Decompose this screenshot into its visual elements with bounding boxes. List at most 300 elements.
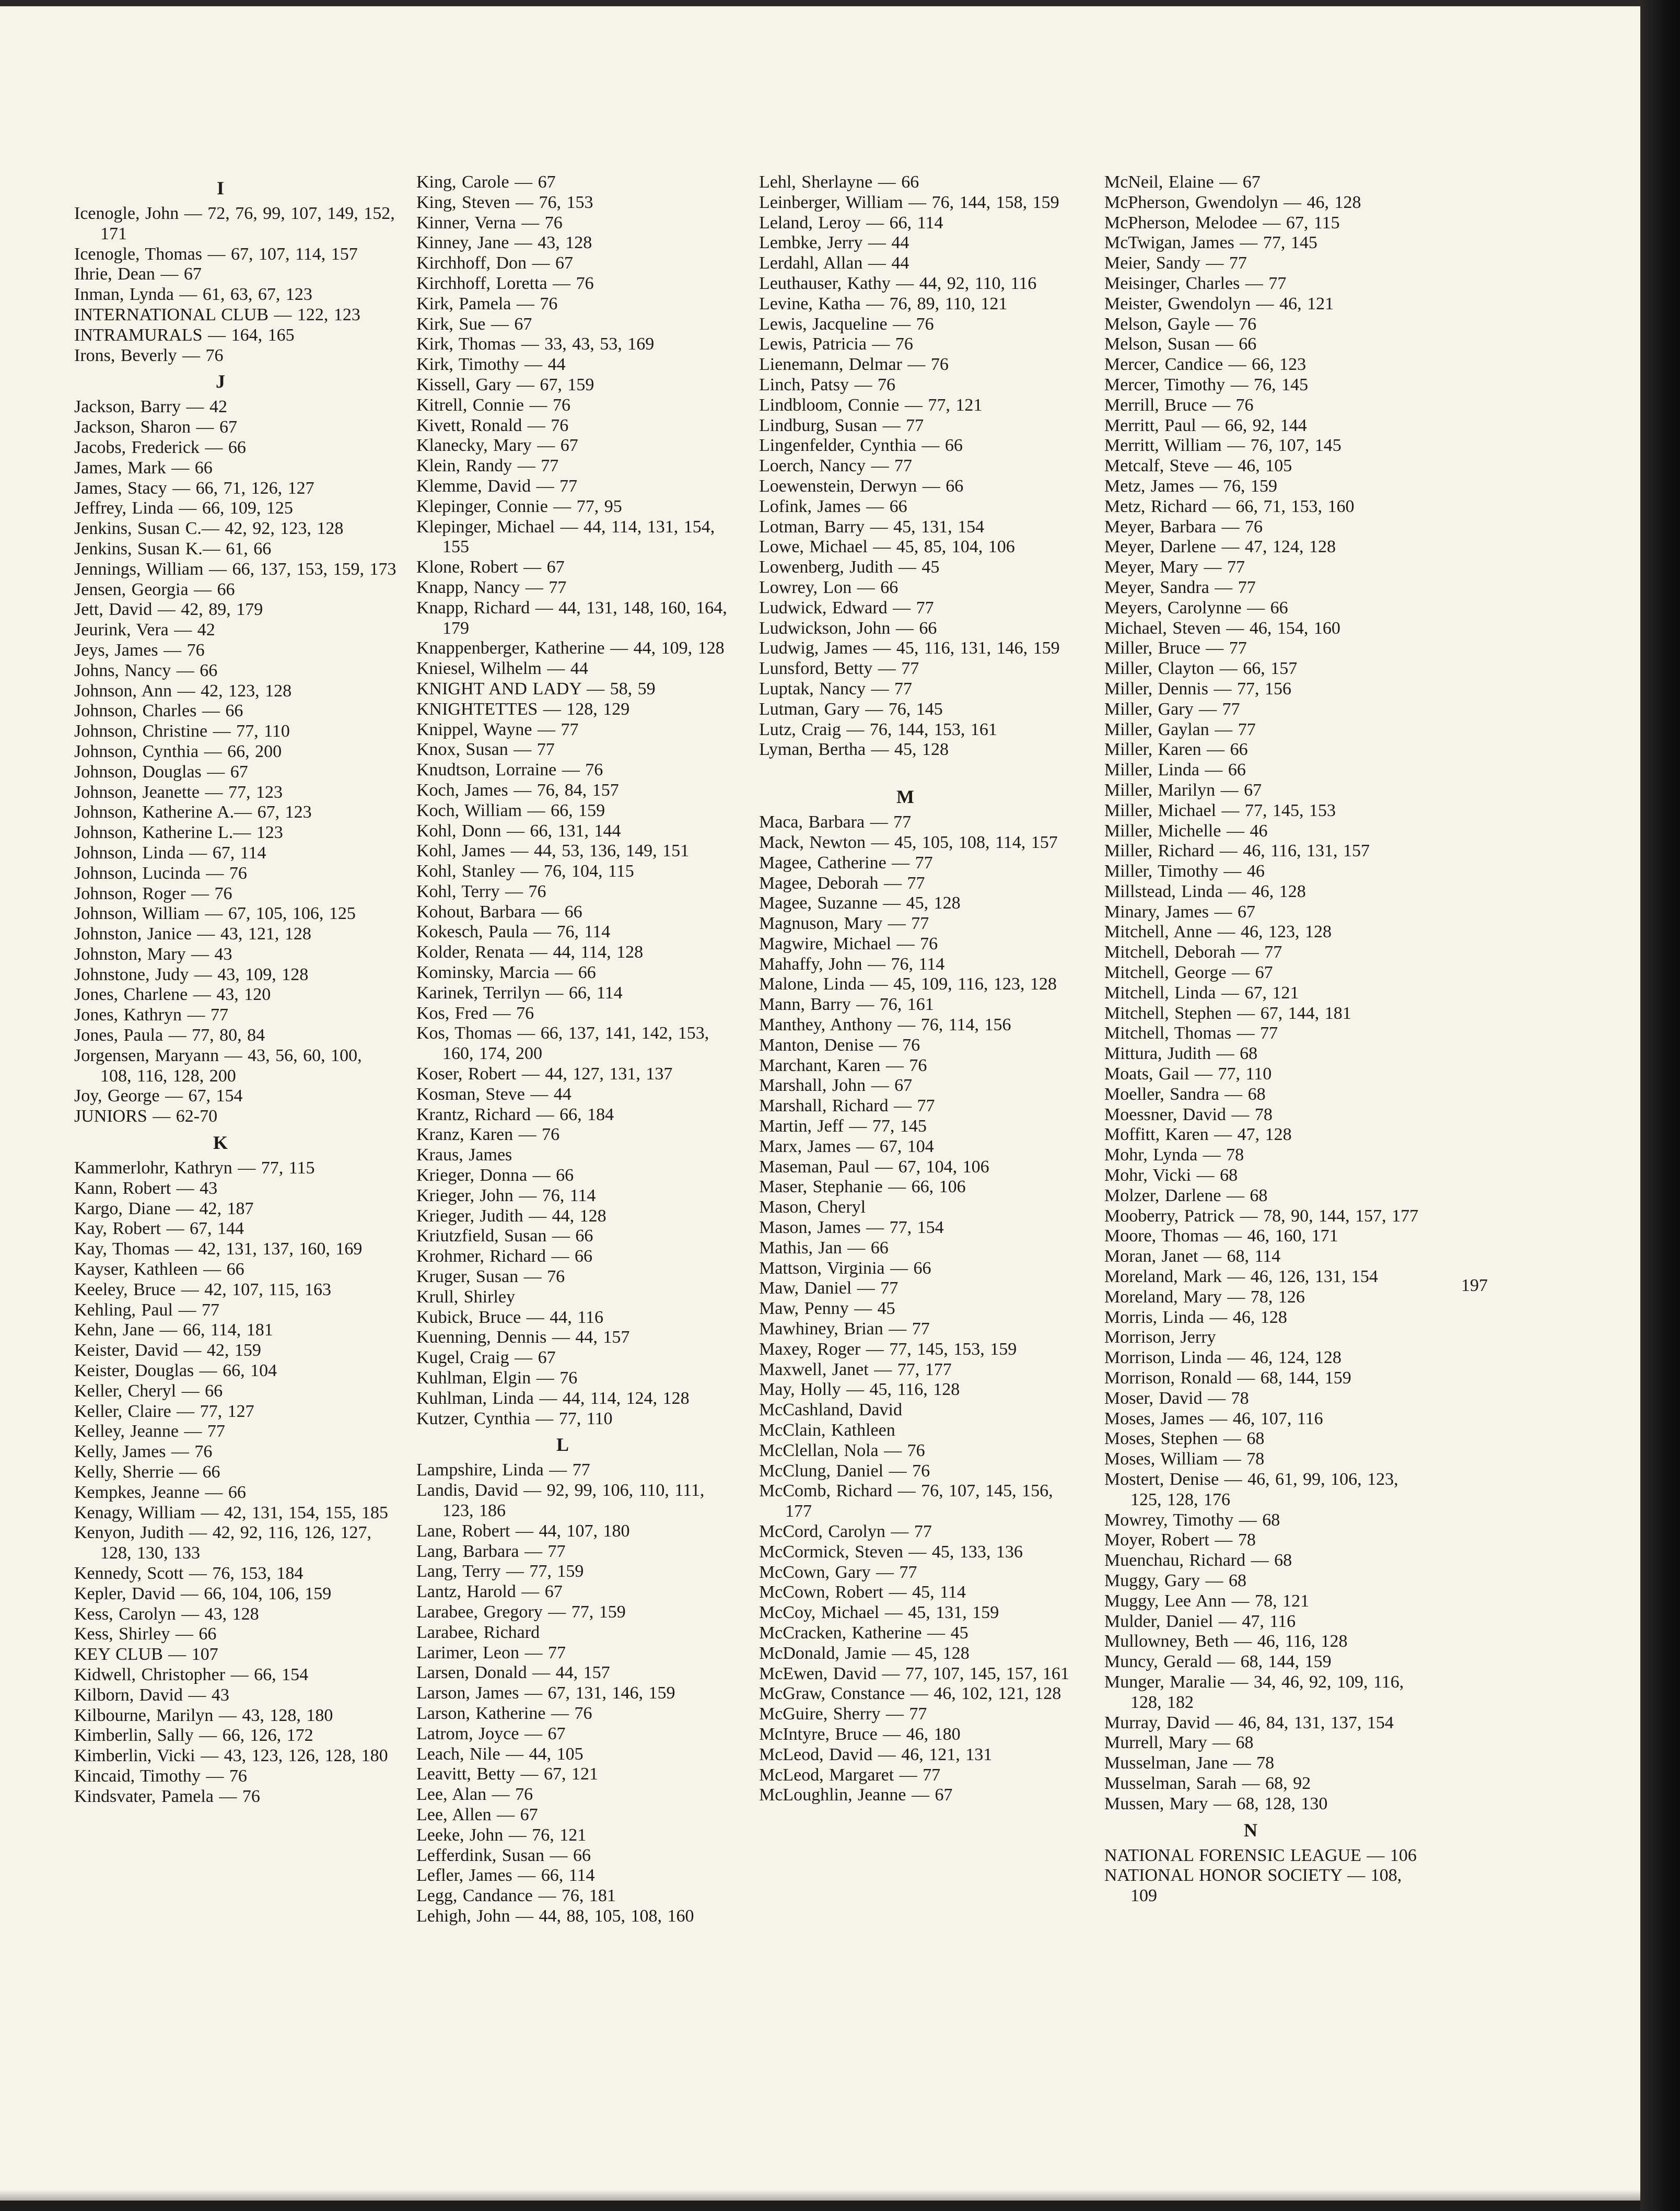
index-entry: Miller, Michael — 77, 145, 153: [1104, 800, 1336, 820]
index-entry: Klanecky, Mary — 67: [416, 436, 578, 456]
index-entry: Lembke, Jerry — 44: [759, 233, 909, 253]
index-entry: KNIGHTETTES — 128, 129: [416, 699, 630, 719]
index-entry: Leinberger, William — 76, 144, 158, 159: [759, 192, 1059, 212]
index-entry: Larsen, Donald — 44, 157: [416, 1663, 610, 1683]
index-entry: Meisinger, Charles — 77: [1104, 273, 1287, 293]
index-entry: Lewis, Patricia — 76: [759, 334, 913, 354]
index-entry: Mohr, Vicki — 68: [1104, 1166, 1238, 1185]
index-entry: Mitchell, Thomas — 77: [1104, 1023, 1278, 1043]
index-entry: Kubick, Bruce — 44, 116: [416, 1307, 604, 1327]
index-entry: Kinney, Jane — 43, 128: [416, 233, 592, 253]
index-entry: Larabee, Gregory — 77, 159: [416, 1602, 626, 1622]
index-entry: Marchant, Karen — 76: [759, 1055, 927, 1075]
index-entry: Johnson, Douglas — 67: [74, 762, 248, 782]
index-entry: Melson, Gayle — 76: [1104, 314, 1257, 334]
index-entry: Meyer, Barbara — 76: [1104, 517, 1263, 537]
index-entry: Mittura, Judith — 68: [1104, 1044, 1258, 1064]
index-entry: Miller, Dennis — 77, 156: [1104, 679, 1291, 699]
index-entry: Jeffrey, Linda — 66, 109, 125: [74, 498, 293, 518]
index-entry: Jennings, William — 66, 137, 153, 159, 173: [74, 559, 396, 579]
index-entry: Jackson, Sharon — 67: [74, 417, 237, 437]
index-entry: Moses, James — 46, 107, 116: [1104, 1409, 1323, 1428]
index-entry: Johnson, William — 67, 105, 106, 125: [74, 904, 356, 924]
index-entry: Miller, Gaylan — 77: [1104, 719, 1256, 739]
index-entry: Muenchau, Richard — 68: [1104, 1551, 1292, 1570]
index-entry: Kirk, Pamela — 76: [416, 294, 558, 313]
index-entry: Lindburg, Susan — 77: [759, 415, 924, 435]
index-entry: Mawhiney, Brian — 77: [759, 1319, 930, 1339]
index-entry: Moore, Thomas — 46, 160, 171: [1104, 1226, 1338, 1246]
index-entry: Kepler, David — 66, 104, 106, 159: [74, 1584, 332, 1603]
index-entry: Jones, Kathryn — 77: [74, 1005, 228, 1025]
index-entry: Lefferdink, Susan — 66: [416, 1845, 591, 1865]
index-entry: Klein, Randy — 77: [416, 456, 559, 476]
index-entry: NATIONAL HONOR SOCIETY — 108, 109: [1104, 1866, 1402, 1906]
index-entry: McCashland, David: [759, 1400, 902, 1420]
index-entry: Johns, Nancy — 66: [74, 660, 218, 680]
index-entry: Moser, David — 78: [1104, 1388, 1249, 1408]
book-spine: [1640, 0, 1680, 2211]
index-entry: Leuthauser, Kathy — 44, 92, 110, 116: [759, 273, 1037, 293]
index-entry: Michael, Steven — 46, 154, 160: [1104, 618, 1340, 638]
index-entry: Kohl, James — 44, 53, 136, 149, 151: [416, 841, 690, 861]
index-entry: Kivett, Ronald — 76: [416, 415, 569, 435]
index-entry: Kempkes, Jeanne — 66: [74, 1482, 246, 1502]
index-entry: Lang, Barbara — 77: [416, 1541, 566, 1561]
index-entry: Muncy, Gerald — 68, 144, 159: [1104, 1652, 1332, 1672]
index-entry: Merritt, Paul — 66, 92, 144: [1104, 415, 1307, 435]
index-entry: Marshall, Richard — 77: [759, 1096, 935, 1116]
index-entry: Mason, Cheryl: [759, 1197, 866, 1217]
index-entry: Jones, Charlene — 43, 120: [74, 985, 271, 1005]
index-entry: King, Steven — 76, 153: [416, 192, 593, 212]
index-entry: Kissell, Gary — 67, 159: [416, 375, 594, 394]
index-entry: McTwigan, James — 77, 145: [1104, 233, 1317, 253]
page-bottom-shadow: [0, 2190, 1640, 2201]
index-entry: Magee, Deborah — 77: [759, 873, 925, 893]
index-entry: Magwire, Michael — 76: [759, 934, 938, 953]
index-entry: Mitchell, Linda — 67, 121: [1104, 983, 1299, 1003]
index-entry: Kammerlohr, Kathryn — 77, 115: [74, 1158, 315, 1178]
index-entry: KNIGHT AND LADY — 58, 59: [416, 679, 656, 699]
index-entry: Morrison, Jerry: [1104, 1328, 1216, 1347]
index-entry: Leavitt, Betty — 67, 121: [416, 1764, 598, 1784]
index-entry: Magee, Suzanne — 45, 128: [759, 893, 961, 913]
index-entry: Keller, Cheryl — 66: [74, 1381, 223, 1401]
index-entry: Lane, Robert — 44, 107, 180: [416, 1521, 630, 1541]
index-entry: KEY CLUB — 107: [74, 1645, 218, 1665]
index-entry: Kenyon, Judith — 42, 92, 116, 126, 127, 128, 130, 133: [74, 1523, 372, 1563]
index-entry: Klepinger, Connie — 77, 95: [416, 496, 622, 516]
index-entry: Kuhlman, Elgin — 76: [416, 1368, 578, 1388]
index-entry: Kidwell, Christopher — 66, 154: [74, 1665, 309, 1684]
index-entry: McCormick, Steven — 45, 133, 136: [759, 1542, 1023, 1562]
index-entry: Metz, Richard — 66, 71, 153, 160: [1104, 496, 1355, 516]
index-entry: Lantz, Harold — 67: [416, 1582, 563, 1602]
index-entry: INTRAMURALS — 164, 165: [74, 325, 295, 345]
index-entry: Muggy, Lee Ann — 78, 121: [1104, 1591, 1310, 1611]
index-entry: Kess, Shirley — 66: [74, 1624, 217, 1644]
index-entry: McCown, Gary — 77: [759, 1562, 917, 1582]
index-entry: Inman, Lynda — 61, 63, 67, 123: [74, 285, 312, 305]
index-entry: Krieger, Donna — 66: [416, 1166, 574, 1185]
index-entry: Lehigh, John — 44, 88, 105, 108, 160: [416, 1906, 694, 1926]
index-entry: Lowrey, Lon — 66: [759, 577, 899, 597]
index-entry: Landis, David — 92, 99, 106, 110, 111, 123, 186: [416, 1481, 705, 1520]
index-entry: Meyer, Sandra — 77: [1104, 577, 1256, 597]
index-entry: Krieger, Judith — 44, 128: [416, 1206, 606, 1226]
index-entry: McPherson, Gwendolyn — 46, 128: [1104, 192, 1361, 212]
index-entry: Kruger, Susan — 76: [416, 1267, 565, 1287]
index-entry: Lutz, Craig — 76, 144, 153, 161: [759, 719, 997, 739]
index-entry: Irons, Beverly — 76: [74, 345, 224, 365]
index-entry: Lefler, James — 66, 114: [416, 1866, 595, 1886]
index-entry: Kennedy, Scott — 76, 153, 184: [74, 1564, 304, 1583]
index-entry: Mostert, Denise — 46, 61, 99, 106, 123, 125, 128, 176: [1104, 1470, 1398, 1509]
section-letter-heading: M: [896, 786, 914, 808]
index-entry: INTERNATIONAL CLUB — 122, 123: [74, 305, 360, 324]
index-entry: Johnson, Linda — 67, 114: [74, 843, 266, 863]
index-entry: Larson, James — 67, 131, 146, 159: [416, 1683, 675, 1703]
index-entry: Mathis, Jan — 66: [759, 1238, 889, 1258]
index-entry: Mitchell, Deborah — 77: [1104, 942, 1282, 962]
index-entry: Kinner, Verna — 76: [416, 213, 563, 232]
index-entry: Loerch, Nancy — 77: [759, 456, 913, 476]
index-entry: Ihrie, Dean — 67: [74, 264, 202, 284]
index-entry: Magnuson, Mary — 77: [759, 914, 929, 934]
index-entry: Kilbourne, Marilyn — 43, 128, 180: [74, 1705, 333, 1725]
index-entry: Jenkins, Susan C.— 42, 92, 123, 128: [74, 519, 344, 539]
index-entry: Kelly, James — 76: [74, 1442, 213, 1462]
index-entry: Mahaffy, John — 76, 114: [759, 954, 945, 974]
index-entry: Maca, Barbara — 77: [759, 812, 912, 832]
index-entry: Jenkins, Susan K.— 61, 66: [74, 539, 272, 558]
index-entry: Kehling, Paul — 77: [74, 1300, 219, 1320]
index-entry: Lyman, Bertha — 45, 128: [759, 740, 949, 760]
index-entry: Johnson, Katherine A.— 67, 123: [74, 802, 312, 822]
index-entry: Koch, William — 66, 159: [416, 800, 605, 820]
index-entry: McIntyre, Bruce — 46, 180: [759, 1724, 961, 1744]
index-entry: McCoy, Michael — 45, 131, 159: [759, 1603, 999, 1623]
index-entry: McGuire, Sherry — 77: [759, 1704, 927, 1724]
index-entry: Minary, James — 67: [1104, 902, 1255, 922]
index-entry: Kirchhoff, Loretta — 76: [416, 273, 594, 293]
index-entry: Kos, Fred — 76: [416, 1003, 534, 1023]
index-entry: Jacobs, Frederick — 66: [74, 437, 246, 457]
index-entry: Kirk, Sue — 67: [416, 314, 532, 334]
index-entry: Jensen, Georgia — 66: [74, 579, 235, 599]
index-entry: Jorgensen, Maryann — 43, 56, 60, 100, 108, 116, 128, 200: [74, 1045, 362, 1086]
index-entry: Magee, Catherine — 77: [759, 853, 933, 872]
index-entry: Krieger, John — 76, 114: [416, 1185, 596, 1205]
index-entry: Krull, Shirley: [416, 1287, 515, 1307]
index-entry: Kehn, Jane — 66, 114, 181: [74, 1320, 273, 1340]
index-entry: Muggy, Gary — 68: [1104, 1570, 1246, 1590]
index-entry: Kenagy, William — 42, 131, 154, 155, 185: [74, 1503, 388, 1522]
index-entry: Kohl, Stanley — 76, 104, 115: [416, 862, 634, 881]
index-entry: Mack, Newton — 45, 105, 108, 114, 157: [759, 832, 1058, 852]
index-entry: Kranz, Karen — 76: [416, 1125, 560, 1145]
index-entry: Miller, Gary — 77: [1104, 699, 1240, 719]
index-entry: Klone, Robert — 67: [416, 557, 565, 577]
index-entry: Johnson, Roger — 76: [74, 883, 232, 903]
index-entry: Munger, Maralie — 34, 46, 92, 109, 116, 128, 182: [1104, 1672, 1404, 1712]
index-entry: Lee, Alan — 76: [416, 1785, 533, 1805]
index-entry: Keeley, Bruce — 42, 107, 115, 163: [74, 1279, 331, 1299]
index-entry: Moran, Janet — 68, 114: [1104, 1247, 1281, 1266]
index-entry: McEwen, David — 77, 107, 145, 157, 161: [759, 1663, 1069, 1683]
index-entry: Jett, David — 42, 89, 179: [74, 600, 263, 620]
index-entry: Lang, Terry — 77, 159: [416, 1562, 584, 1581]
index-entry: Melson, Susan — 66: [1104, 334, 1257, 354]
index-entry: Metz, James — 76, 159: [1104, 476, 1277, 496]
index-entry: May, Holly — 45, 116, 128: [759, 1380, 960, 1400]
index-entry: Merrill, Bruce — 76: [1104, 395, 1254, 415]
index-entry: Klepinger, Michael — 44, 114, 131, 154, 155: [416, 517, 715, 557]
index-entry: Kirk, Thomas — 33, 43, 53, 169: [416, 334, 655, 354]
index-entry: Larimer, Leon — 77: [416, 1643, 566, 1662]
index-entry: Johnson, Ann — 42, 123, 128: [74, 681, 292, 701]
index-entry: Kuhlman, Linda — 44, 114, 124, 128: [416, 1388, 690, 1408]
index-entry: Koser, Robert — 44, 127, 131, 137: [416, 1064, 673, 1084]
index-entry: Leeke, John — 76, 121: [416, 1825, 587, 1845]
index-entry: Knappenberger, Katherine — 44, 109, 128: [416, 638, 725, 658]
index-entry: Meister, Gwendolyn — 46, 121: [1104, 294, 1334, 313]
index-entry: Mullowney, Beth — 46, 116, 128: [1104, 1632, 1348, 1651]
index-entry: Kelley, Jeanne — 77: [74, 1422, 225, 1441]
index-entry: McComb, Richard — 76, 107, 145, 156, 177: [759, 1481, 1053, 1521]
index-entry: Loewenstein, Derwyn — 66: [759, 476, 964, 496]
index-entry: Kraus, James: [416, 1145, 512, 1165]
index-entry: Manthey, Anthony — 76, 114, 156: [759, 1015, 1011, 1035]
index-entry: Jeurink, Vera — 42: [74, 620, 215, 640]
index-entry: Lutman, Gary — 76, 145: [759, 699, 943, 719]
index-entry: McCracken, Katherine — 45: [759, 1623, 969, 1643]
index-entry: Lampshire, Linda — 77: [416, 1460, 590, 1480]
index-entry: Kitrell, Connie — 76: [416, 395, 570, 415]
index-entry: Mason, James — 77, 154: [759, 1218, 944, 1238]
index-entry: Lingenfelder, Cynthia — 66: [759, 436, 963, 456]
index-entry: Musselman, Sarah — 68, 92: [1104, 1773, 1311, 1793]
index-entry: Mitchell, George — 67: [1104, 963, 1273, 983]
index-entry: Leland, Leroy — 66, 114: [759, 213, 943, 232]
index-entry: Mohr, Lynda — 78: [1104, 1145, 1244, 1165]
index-entry: Musselman, Jane — 78: [1104, 1753, 1275, 1773]
index-entry: McLeod, Margaret — 77: [759, 1765, 941, 1785]
index-entry: Lotman, Barry — 45, 131, 154: [759, 517, 985, 537]
index-entry: Kelly, Sherrie — 66: [74, 1462, 220, 1482]
index-entry: Maw, Daniel — 77: [759, 1278, 899, 1298]
index-entry: Malone, Linda — 45, 109, 116, 123, 128: [759, 974, 1057, 994]
index-entry: Icenogle, Thomas — 67, 107, 114, 157: [74, 244, 358, 264]
index-entry: Meyer, Darlene — 47, 124, 128: [1104, 537, 1336, 557]
index-entry: Lindbloom, Connie — 77, 121: [759, 395, 983, 415]
index-entry: Kutzer, Cynthia — 77, 110: [416, 1409, 613, 1428]
index-entry: Lofink, James — 66: [759, 496, 907, 516]
index-entry: Jackson, Barry — 42: [74, 397, 228, 417]
index-entry: Karinek, Terrilyn — 66, 114: [416, 983, 623, 1003]
index-entry: Maw, Penny — 45: [759, 1299, 895, 1319]
index-entry: McGraw, Constance — 46, 102, 121, 128: [759, 1684, 1061, 1704]
index-entry: Kosman, Steve — 44: [416, 1084, 571, 1104]
index-entry: Mann, Barry — 76, 161: [759, 995, 934, 1015]
index-entry: Kos, Thomas — 66, 137, 141, 142, 153, 160, 174, 200: [416, 1023, 709, 1064]
index-entry: Keller, Claire — 77, 127: [74, 1401, 254, 1421]
index-entry: Moreland, Mary — 78, 126: [1104, 1287, 1305, 1307]
index-entry: Morris, Linda — 46, 128: [1104, 1307, 1287, 1327]
index-entry: Joy, George — 67, 154: [74, 1086, 243, 1106]
index-entry: Moessner, David — 78: [1104, 1104, 1273, 1124]
index-entry: Lowenberg, Judith — 45: [759, 557, 940, 577]
index-entry: Lienemann, Delmar — 76: [759, 355, 949, 375]
index-entry: Murray, David — 46, 84, 131, 137, 154: [1104, 1713, 1394, 1732]
index-entry: King, Carole — 67: [416, 172, 556, 192]
index-entry: Kimberlin, Vicki — 43, 123, 126, 128, 180: [74, 1746, 388, 1766]
index-column-3: [759, 172, 1083, 1806]
section-letter-heading: N: [1244, 1819, 1257, 1841]
index-entry: Keister, David — 42, 159: [74, 1341, 261, 1360]
index-entry: Kay, Robert — 67, 144: [74, 1219, 244, 1239]
index-entry: Kokesch, Paula — 76, 114: [416, 922, 611, 942]
index-entry: Kohl, Terry — 76: [416, 881, 546, 901]
index-entry: Moses, Stephen — 68: [1104, 1429, 1265, 1449]
index-entry: Kann, Robert — 43: [74, 1178, 218, 1198]
index-entry: Mussen, Mary — 68, 128, 130: [1104, 1794, 1328, 1813]
index-entry: Ludwick, Edward — 77: [759, 598, 934, 618]
index-entry: Metcalf, Steve — 46, 105: [1104, 456, 1292, 476]
index-entry: Mooberry, Patrick — 78, 90, 144, 157, 177: [1104, 1206, 1419, 1226]
index-column-4: [1104, 172, 1428, 1906]
index-entry: Moyer, Robert — 78: [1104, 1530, 1256, 1550]
index-entry: Ludwig, James — 45, 116, 131, 146, 159: [759, 638, 1060, 658]
index-entry: Linch, Patsy — 76: [759, 375, 895, 394]
index-entry: Krohmer, Richard — 66: [416, 1247, 593, 1266]
index-entry: Mattson, Virginia — 66: [759, 1258, 931, 1278]
index-entry: McLeod, David — 46, 121, 131: [759, 1744, 993, 1764]
index-entry: James, Mark — 66: [74, 458, 213, 478]
index-entry: Murrell, Mary — 68: [1104, 1733, 1254, 1753]
index-entry: Merritt, William — 76, 107, 145: [1104, 436, 1341, 456]
index-entry: Johnston, Janice — 43, 121, 128: [74, 924, 311, 944]
index-entry: Mercer, Candice — 66, 123: [1104, 355, 1306, 375]
index-entry: Mulder, Daniel — 47, 116: [1104, 1611, 1296, 1631]
index-entry: Knox, Susan — 77: [416, 740, 555, 760]
index-entry: McCord, Carolyn — 77: [759, 1522, 932, 1541]
index-entry: JUNIORS — 62-70: [74, 1107, 218, 1126]
index-entry: Molzer, Darlene — 68: [1104, 1185, 1268, 1205]
index-entry: Miller, Karen — 66: [1104, 740, 1248, 760]
index-entry: Kolder, Renata — 44, 114, 128: [416, 942, 644, 962]
index-entry: Kirk, Timothy — 44: [416, 355, 566, 375]
index-entry: Miller, Marilyn — 67: [1104, 780, 1262, 800]
index-entry: Miller, Timothy — 46: [1104, 862, 1265, 881]
index-entry: Moffitt, Karen — 47, 128: [1104, 1125, 1292, 1145]
index-entry: Lee, Allen — 67: [416, 1805, 538, 1824]
index-entry: Ludwickson, John — 66: [759, 618, 937, 638]
index-entry: Knudtson, Lorraine — 76: [416, 760, 603, 780]
index-entry: Kay, Thomas — 42, 131, 137, 160, 169: [74, 1239, 363, 1259]
index-entry: Keister, Douglas — 66, 104: [74, 1361, 277, 1381]
index-entry: Jeys, James — 76: [74, 640, 205, 660]
index-entry: Lunsford, Betty — 77: [759, 659, 919, 679]
index-column-2: [416, 172, 740, 1927]
index-entry: Krantz, Richard — 66, 184: [416, 1104, 614, 1124]
index-entry: Johnson, Jeanette — 77, 123: [74, 782, 283, 802]
index-entry: NATIONAL FORENSIC LEAGUE — 106: [1104, 1845, 1417, 1865]
index-entry: Millstead, Linda — 46, 128: [1104, 881, 1306, 901]
index-entry: Miller, Linda — 66: [1104, 760, 1246, 780]
index-entry: Maxey, Roger — 77, 145, 153, 159: [759, 1339, 1017, 1359]
index-entry: Levine, Katha — 76, 89, 110, 121: [759, 294, 1008, 313]
index-entry: Maxwell, Janet — 77, 177: [759, 1359, 952, 1379]
index-entry: Kominsky, Marcia — 66: [416, 963, 596, 983]
index-entry: McClain, Kathleen: [759, 1421, 895, 1440]
index-entry: Kindsvater, Pamela — 76: [74, 1786, 260, 1806]
index-entry: James, Stacy — 66, 71, 126, 127: [74, 478, 314, 498]
section-spacer: [759, 760, 1083, 781]
index-entry: Kess, Carolyn — 43, 128: [74, 1604, 259, 1624]
index-entry: Miller, Michelle — 46: [1104, 821, 1268, 841]
index-entry: McNeil, Elaine — 67: [1104, 172, 1261, 192]
section-letter-heading: L: [556, 1434, 569, 1456]
index-entry: Lowe, Michael — 45, 85, 104, 106: [759, 537, 1015, 557]
index-entry: Mitchell, Anne — 46, 123, 128: [1104, 922, 1332, 942]
index-entry: Kriutzfield, Susan — 66: [416, 1226, 593, 1246]
index-entry: Mercer, Timothy — 76, 145: [1104, 375, 1309, 394]
index-entry: Larson, Katherine — 76: [416, 1703, 592, 1723]
index-entry: Johnstone, Judy — 43, 109, 128: [74, 964, 309, 984]
page-number: 197: [1461, 1276, 1488, 1295]
index-entry: Marshall, John — 67: [759, 1076, 913, 1096]
index-entry: McPherson, Melodee — 67, 115: [1104, 213, 1340, 232]
index-entry: Knapp, Richard — 44, 131, 148, 160, 164, 179: [416, 598, 727, 638]
index-entry: Knippel, Wayne — 77: [416, 719, 579, 739]
index-entry: Johnson, Charles — 66: [74, 701, 243, 721]
index-entry: Knapp, Nancy — 77: [416, 577, 567, 597]
index-entry: Kniesel, Wilhelm — 44: [416, 659, 588, 679]
index-entry: McClung, Daniel — 76: [759, 1461, 930, 1481]
index-entry: Kargo, Diane — 42, 187: [74, 1198, 254, 1218]
index-entry: Miller, Clayton — 66, 157: [1104, 659, 1298, 679]
index-entry: Kuenning, Dennis — 44, 157: [416, 1328, 630, 1347]
index-entry: McDonald, Jamie — 45, 128: [759, 1643, 970, 1663]
index-entry: Morrison, Ronald — 68, 144, 159: [1104, 1368, 1351, 1388]
index-entry: Latrom, Joyce — 67: [416, 1724, 566, 1743]
index-entry: Miller, Bruce — 77: [1104, 638, 1247, 658]
index-entry: Kohl, Donn — 66, 131, 144: [416, 821, 621, 841]
index-entry: Johnson, Christine — 77, 110: [74, 722, 290, 741]
index-entry: Kilborn, David — 43: [74, 1685, 229, 1705]
index-entry: Johnson, Cynthia — 66, 200: [74, 741, 282, 761]
index-entry: Moses, William — 78: [1104, 1449, 1265, 1469]
index-entry: Moeller, Sandra — 68: [1104, 1084, 1266, 1104]
index-entry: Johnson, Katherine L.— 123: [74, 823, 283, 843]
section-letter-heading: I: [216, 178, 224, 199]
index-entry: Johnston, Mary — 43: [74, 944, 232, 964]
index-entry: Kayser, Kathleen — 66: [74, 1260, 244, 1279]
index-column-1: [74, 172, 398, 1807]
index-entry: Kimberlin, Sally — 66, 126, 172: [74, 1726, 313, 1745]
index-entry: Luptak, Nancy — 77: [759, 679, 913, 699]
index-entry: Kirchhoff, Don — 67: [416, 253, 573, 273]
index-page: [0, 6, 1640, 2201]
index-entry: Klemme, David — 77: [416, 476, 578, 496]
index-entry: Lehl, Sherlayne — 66: [759, 172, 919, 192]
index-entry: Leach, Nile — 44, 105: [416, 1744, 584, 1764]
index-entry: McClellan, Nola — 76: [759, 1440, 925, 1460]
index-entry: Koch, James — 76, 84, 157: [416, 780, 619, 800]
index-entry: Lerdahl, Allan — 44: [759, 253, 909, 273]
